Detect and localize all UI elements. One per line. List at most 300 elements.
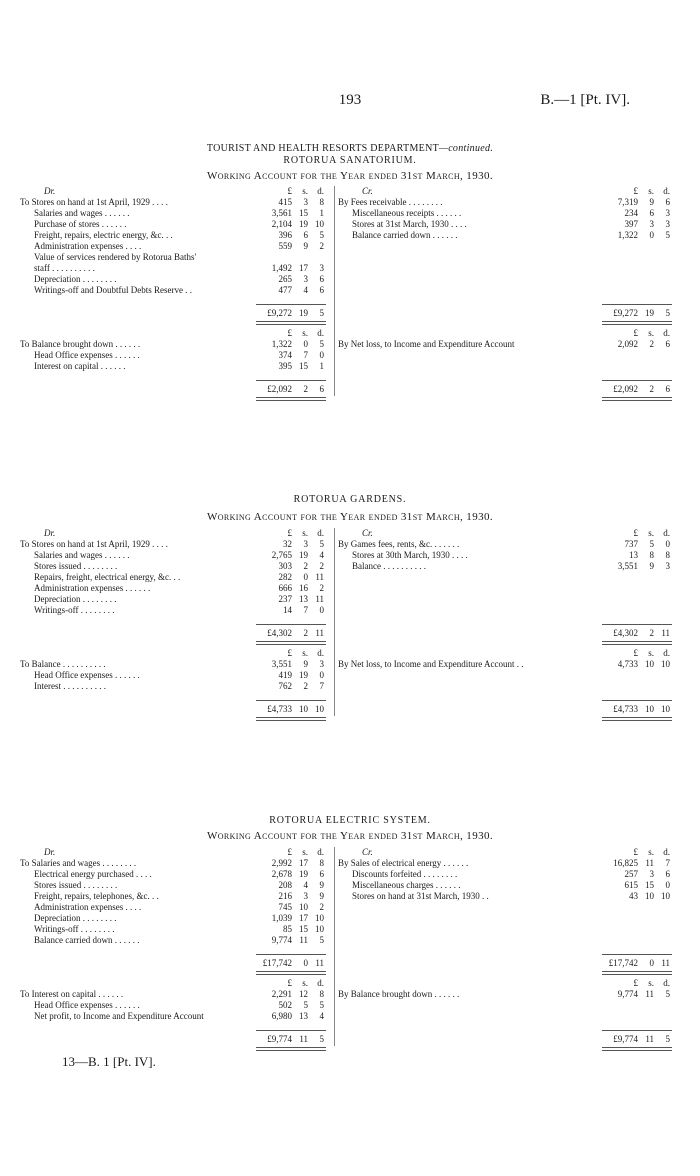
shillings-value: 11 bbox=[645, 1034, 654, 1044]
debit-entry-label: Salaries and wages . . . . . . bbox=[34, 550, 130, 560]
pence-value: 6 bbox=[319, 384, 324, 394]
debit-entry-row bbox=[20, 219, 326, 230]
debit-entry-row bbox=[20, 241, 326, 252]
column-divider bbox=[334, 186, 335, 396]
credit-entry-label: Stores at 31st March, 1930 . . . . bbox=[352, 219, 467, 229]
shillings-value: 19 bbox=[299, 219, 308, 229]
shillings-value: 17 bbox=[299, 263, 308, 273]
debit-header: Dr. bbox=[44, 186, 56, 196]
pounds-value: 745 bbox=[278, 902, 292, 912]
shillings-value: 13 bbox=[299, 1011, 308, 1021]
pence-value: 0 bbox=[665, 539, 670, 549]
debit-entry-label: Electrical energy purchased . . . . bbox=[34, 869, 152, 879]
shillings-value: 11 bbox=[645, 989, 654, 999]
shillings-header: s. bbox=[302, 528, 308, 538]
pence-value: 10 bbox=[315, 924, 324, 934]
credit-header: Cr. bbox=[362, 186, 373, 196]
pounds-value: 419 bbox=[278, 670, 292, 680]
pounds-value: 1,322 bbox=[617, 230, 638, 240]
pence-value: 2 bbox=[319, 583, 324, 593]
pence-value: 7 bbox=[665, 858, 670, 868]
debit-entry-row bbox=[20, 572, 326, 583]
debit-entry-row bbox=[20, 539, 326, 550]
report-reference: B.—1 [Pt. IV]. bbox=[540, 92, 630, 108]
shillings-value: 5 bbox=[303, 1000, 308, 1010]
debit-entry-label: Value of services rendered by Rotorua Baths' bbox=[34, 252, 197, 262]
pence-value: 3 bbox=[665, 219, 670, 229]
pence-value: 5 bbox=[319, 230, 324, 240]
shillings-value: 15 bbox=[299, 208, 308, 218]
debit-entry-label: To Balance . . . . . . . . . . bbox=[20, 659, 106, 669]
debit-total-row bbox=[20, 1034, 326, 1045]
debit-entry-row bbox=[20, 274, 326, 285]
debit-entry-label: Writings-off . . . . . . . . bbox=[34, 924, 115, 934]
pence-header: d. bbox=[317, 528, 324, 538]
pounds-value: 737 bbox=[624, 539, 638, 549]
shillings-value: 19 bbox=[645, 308, 654, 318]
shillings-value: 10 bbox=[299, 704, 308, 714]
debit-entry-label: Salaries and wages . . . . . . bbox=[34, 208, 130, 218]
pounds-header: £ bbox=[287, 528, 292, 538]
credit-entry-label: By Games fees, rents, &c. . . . . . . bbox=[338, 539, 460, 549]
column-divider bbox=[334, 847, 335, 1046]
shillings-value: 6 bbox=[649, 208, 654, 218]
pence-value: 10 bbox=[315, 219, 324, 229]
pounds-value: £17,742 bbox=[608, 958, 638, 968]
debit-entry-label: Administration expenses . . . . bbox=[34, 902, 142, 912]
pounds-value: 85 bbox=[283, 924, 292, 934]
credit-entry-row bbox=[338, 539, 672, 550]
pence-header: d. bbox=[317, 978, 324, 988]
debit-entry-row bbox=[20, 605, 326, 616]
shillings-value: 16 bbox=[299, 583, 308, 593]
pounds-value: 2,104 bbox=[271, 219, 292, 229]
debit-entry-label: To Balance brought down . . . . . . bbox=[20, 339, 141, 349]
pounds-value: 2,992 bbox=[271, 858, 292, 868]
debit-entry-row bbox=[20, 550, 326, 561]
debit-entry-row bbox=[20, 659, 326, 670]
pence-header: d. bbox=[317, 648, 324, 658]
double-rule bbox=[602, 321, 672, 325]
credit-total-row bbox=[338, 1034, 672, 1045]
pence-value: 1 bbox=[319, 208, 324, 218]
shillings-value: 10 bbox=[645, 891, 654, 901]
credit-entry-label: By Net loss, to Income and Expenditure Account . . bbox=[338, 659, 524, 669]
department-name: TOURIST AND HEALTH RESORTS DEPARTMENT bbox=[206, 143, 439, 154]
credit-total-row bbox=[338, 704, 672, 715]
double-rule bbox=[256, 397, 326, 401]
pence-value: 0 bbox=[665, 880, 670, 890]
debit-header: Dr. bbox=[44, 528, 56, 538]
credit-entry-row bbox=[338, 858, 672, 869]
shillings-value: 2 bbox=[303, 561, 308, 571]
department-suffix: —continued. bbox=[439, 143, 494, 154]
pence-value: 8 bbox=[319, 989, 324, 999]
shillings-value: 2 bbox=[649, 628, 654, 638]
pounds-value: 1,322 bbox=[271, 339, 292, 349]
shillings-header: s. bbox=[648, 847, 654, 857]
debit-entry-label: Head Office expenses . . . . . . bbox=[34, 350, 140, 360]
credit-entry-row bbox=[338, 880, 672, 891]
credit-total-row bbox=[338, 308, 672, 319]
double-rule bbox=[256, 971, 326, 975]
total-rule bbox=[602, 304, 672, 305]
debit-entry-label: To Interest on capital . . . . . . bbox=[20, 989, 124, 999]
debit-entry-label: Interest . . . . . . . . . . bbox=[34, 681, 106, 691]
credit-total-row bbox=[338, 628, 672, 639]
pence-value: 10 bbox=[661, 704, 670, 714]
pounds-header: £ bbox=[287, 186, 292, 196]
pence-value: 6 bbox=[319, 285, 324, 295]
shillings-value: 0 bbox=[303, 572, 308, 582]
debit-entry-label: Depreciation . . . . . . . . bbox=[34, 274, 117, 284]
section-subtitle: Working Account for the Year ended 31st March, 1930. bbox=[206, 511, 494, 523]
pounds-value: 6,980 bbox=[271, 1011, 292, 1021]
pounds-value: 9,774 bbox=[271, 935, 292, 945]
double-rule bbox=[256, 641, 326, 645]
shillings-value: 9 bbox=[303, 659, 308, 669]
shillings-value: 3 bbox=[649, 219, 654, 229]
page-number: 193 bbox=[338, 92, 362, 108]
pence-value: 2 bbox=[319, 902, 324, 912]
debit-header: Dr. bbox=[44, 847, 56, 857]
shillings-value: 10 bbox=[645, 704, 654, 714]
total-rule bbox=[602, 1030, 672, 1031]
pounds-value: 396 bbox=[278, 230, 292, 240]
debit-entry-label: staff . . . . . . . . . . bbox=[34, 263, 95, 273]
credit-entry-label: Balance . . . . . . . . . . bbox=[352, 561, 426, 571]
pence-value: 2 bbox=[319, 561, 324, 571]
credit-entry-row bbox=[338, 219, 672, 230]
pounds-header: £ bbox=[287, 648, 292, 658]
shillings-value: 12 bbox=[299, 989, 308, 999]
credit-header: Cr. bbox=[362, 528, 373, 538]
pence-value: 10 bbox=[315, 704, 324, 714]
shillings-value: 9 bbox=[303, 241, 308, 251]
credit-entry-label: By Balance brought down . . . . . . bbox=[338, 989, 460, 999]
debit-entry-row bbox=[20, 891, 326, 902]
shillings-value: 19 bbox=[299, 670, 308, 680]
pence-value: 6 bbox=[319, 869, 324, 879]
total-rule bbox=[602, 380, 672, 381]
credit-entry-row bbox=[338, 230, 672, 241]
pounds-value: £9,272 bbox=[267, 308, 292, 318]
pounds-value: 237 bbox=[278, 594, 292, 604]
credit-entry-label: Stores at 30th March, 1930 . . . . bbox=[352, 550, 468, 560]
shillings-value: 17 bbox=[299, 858, 308, 868]
shillings-value: 0 bbox=[303, 958, 308, 968]
debit-entry-label: Writings-off and Doubtful Debts Reserve . . bbox=[34, 285, 192, 295]
shillings-value: 19 bbox=[299, 550, 308, 560]
pounds-value: 4,733 bbox=[617, 659, 638, 669]
total-rule bbox=[256, 954, 326, 955]
pounds-value: £4,302 bbox=[267, 628, 292, 638]
shillings-value: 2 bbox=[303, 628, 308, 638]
section-subtitle: Working Account for the Year ended 31st March, 1930. bbox=[206, 830, 494, 842]
debit-total-row bbox=[20, 704, 326, 715]
pence-value: 11 bbox=[315, 572, 324, 582]
pence-value: 10 bbox=[315, 913, 324, 923]
shillings-value: 6 bbox=[303, 230, 308, 240]
credit-entry-row bbox=[338, 208, 672, 219]
pence-value: 5 bbox=[319, 935, 324, 945]
debit-entry-label: Stores issued . . . . . . . . bbox=[34, 880, 118, 890]
shillings-value: 3 bbox=[303, 197, 308, 207]
debit-entry-row bbox=[20, 913, 326, 924]
double-rule bbox=[602, 641, 672, 645]
debit-entry-row bbox=[20, 989, 326, 1000]
pence-value: 6 bbox=[665, 384, 670, 394]
debit-entry-row bbox=[20, 339, 326, 350]
credit-header: Cr. bbox=[362, 847, 373, 857]
credit-entry-row bbox=[338, 197, 672, 208]
pence-header: d. bbox=[663, 328, 670, 338]
pence-value: 3 bbox=[665, 561, 670, 571]
pounds-header: £ bbox=[287, 978, 292, 988]
shillings-header: s. bbox=[648, 978, 654, 988]
shillings-value: 9 bbox=[649, 197, 654, 207]
pence-header: d. bbox=[663, 528, 670, 538]
pence-value: 11 bbox=[315, 958, 324, 968]
pence-value: 3 bbox=[319, 659, 324, 669]
pounds-value: 2,765 bbox=[271, 550, 292, 560]
shillings-value: 19 bbox=[299, 869, 308, 879]
credit-entry-label: Balance carried down . . . . . . bbox=[352, 230, 458, 240]
pence-value: 5 bbox=[319, 1000, 324, 1010]
pence-header: d. bbox=[317, 328, 324, 338]
pence-value: 7 bbox=[319, 681, 324, 691]
credit-entry-label: By Sales of electrical energy . . . . . . bbox=[338, 858, 469, 868]
debit-entry-label: Purchase of stores . . . . . . bbox=[34, 219, 127, 229]
pence-value: 6 bbox=[665, 339, 670, 349]
pounds-value: 397 bbox=[624, 219, 638, 229]
pounds-value: £4,733 bbox=[267, 704, 292, 714]
pounds-header: £ bbox=[633, 648, 638, 658]
debit-entry-row bbox=[20, 902, 326, 913]
pence-value: 11 bbox=[661, 628, 670, 638]
shillings-value: 17 bbox=[299, 913, 308, 923]
double-rule bbox=[256, 717, 326, 721]
debit-entry-row bbox=[20, 361, 326, 372]
shillings-value: 15 bbox=[645, 880, 654, 890]
double-rule bbox=[256, 321, 326, 325]
pounds-value: 666 bbox=[278, 583, 292, 593]
debit-entry-label: Stores issued . . . . . . . . bbox=[34, 561, 118, 571]
total-rule bbox=[256, 380, 326, 381]
debit-entry-row bbox=[20, 208, 326, 219]
debit-entry-row bbox=[20, 880, 326, 891]
total-rule bbox=[256, 1030, 326, 1031]
debit-entry-label: To Stores on hand at 1st April, 1929 . . . . bbox=[20, 197, 168, 207]
shillings-value: 7 bbox=[303, 605, 308, 615]
debit-entry-label: Freight, repairs, electric energy, &c. . . bbox=[34, 230, 173, 240]
pounds-value: 1,492 bbox=[271, 263, 292, 273]
credit-entry-label: Discounts forfeited . . . . . . . . bbox=[352, 869, 458, 879]
pence-value: 1 bbox=[319, 361, 324, 371]
column-divider bbox=[334, 528, 335, 716]
double-rule bbox=[602, 1047, 672, 1051]
credit-entry-label: Miscellaneous receipts . . . . . . bbox=[352, 208, 462, 218]
pounds-value: 13 bbox=[629, 550, 638, 560]
section-title: ROTORUA ELECTRIC SYSTEM. bbox=[269, 815, 431, 826]
debit-entry-row bbox=[20, 869, 326, 880]
pence-value: 8 bbox=[319, 197, 324, 207]
shillings-value: 9 bbox=[649, 561, 654, 571]
debit-entry-label: Head Office expenses . . . . . . bbox=[34, 1000, 140, 1010]
pounds-value: 2,092 bbox=[617, 339, 638, 349]
shillings-header: s. bbox=[302, 847, 308, 857]
pence-header: d. bbox=[663, 186, 670, 196]
pounds-value: £4,733 bbox=[613, 704, 638, 714]
pounds-value: 762 bbox=[278, 681, 292, 691]
shillings-value: 11 bbox=[645, 858, 654, 868]
pence-value: 3 bbox=[319, 263, 324, 273]
shillings-header: s. bbox=[648, 186, 654, 196]
pounds-header: £ bbox=[633, 978, 638, 988]
pence-header: d. bbox=[317, 186, 324, 196]
pence-value: 3 bbox=[665, 208, 670, 218]
pence-value: 5 bbox=[665, 308, 670, 318]
debit-entry-row bbox=[20, 561, 326, 572]
pounds-value: £9,774 bbox=[267, 1034, 292, 1044]
shillings-header: s. bbox=[302, 186, 308, 196]
debit-entry-row bbox=[20, 230, 326, 241]
credit-entry-label: By Fees receivable . . . . . . . . bbox=[338, 197, 443, 207]
credit-entry-row bbox=[338, 891, 672, 902]
pence-value: 6 bbox=[665, 869, 670, 879]
pence-value: 5 bbox=[665, 1034, 670, 1044]
pounds-value: 559 bbox=[278, 241, 292, 251]
total-rule bbox=[256, 624, 326, 625]
shillings-value: 5 bbox=[649, 539, 654, 549]
shillings-value: 2 bbox=[649, 384, 654, 394]
pounds-value: 395 bbox=[278, 361, 292, 371]
shillings-value: 11 bbox=[299, 1034, 308, 1044]
pence-value: 5 bbox=[665, 989, 670, 999]
shillings-value: 3 bbox=[649, 869, 654, 879]
shillings-value: 15 bbox=[299, 924, 308, 934]
section-title: ROTORUA GARDENS. bbox=[293, 494, 407, 505]
pounds-value: 303 bbox=[278, 561, 292, 571]
credit-total-row bbox=[338, 958, 672, 969]
pounds-value: 3,551 bbox=[271, 659, 292, 669]
shillings-header: s. bbox=[648, 328, 654, 338]
pence-header: d. bbox=[317, 847, 324, 857]
pounds-value: £17,742 bbox=[262, 958, 292, 968]
pounds-value: 502 bbox=[278, 1000, 292, 1010]
pence-value: 5 bbox=[319, 1034, 324, 1044]
pounds-value: 415 bbox=[278, 197, 292, 207]
pounds-value: £4,302 bbox=[613, 628, 638, 638]
debit-entry-label: Administration expenses . . . . . . bbox=[34, 583, 151, 593]
debit-entry-row bbox=[20, 252, 326, 263]
debit-entry-row bbox=[20, 681, 326, 692]
debit-entry-row bbox=[20, 197, 326, 208]
pence-header: d. bbox=[663, 978, 670, 988]
shillings-value: 3 bbox=[303, 274, 308, 284]
credit-total-row bbox=[338, 384, 672, 395]
pounds-value: 32 bbox=[283, 539, 292, 549]
pounds-header: £ bbox=[287, 847, 292, 857]
double-rule bbox=[602, 971, 672, 975]
shillings-value: 4 bbox=[303, 880, 308, 890]
shillings-value: 2 bbox=[649, 339, 654, 349]
credit-entry-row bbox=[338, 550, 672, 561]
debit-entry-row bbox=[20, 1000, 326, 1011]
debit-entry-label: Depreciation . . . . . . . . bbox=[34, 594, 117, 604]
shillings-header: s. bbox=[302, 328, 308, 338]
pounds-value: 216 bbox=[278, 891, 292, 901]
pence-value: 11 bbox=[315, 594, 324, 604]
pounds-value: £9,774 bbox=[613, 1034, 638, 1044]
pounds-value: 3,561 bbox=[271, 208, 292, 218]
pence-value: 6 bbox=[319, 274, 324, 284]
pounds-value: 1,039 bbox=[271, 913, 292, 923]
pounds-value: 615 bbox=[624, 880, 638, 890]
shillings-value: 7 bbox=[303, 350, 308, 360]
pounds-value: 2,291 bbox=[271, 989, 292, 999]
pence-value: 5 bbox=[319, 308, 324, 318]
shillings-value: 15 bbox=[299, 361, 308, 371]
shillings-value: 8 bbox=[649, 550, 654, 560]
double-rule bbox=[602, 397, 672, 401]
debit-total-row bbox=[20, 308, 326, 319]
pounds-value: 208 bbox=[278, 880, 292, 890]
pence-value: 5 bbox=[319, 539, 324, 549]
debit-entry-row bbox=[20, 670, 326, 681]
shillings-value: 13 bbox=[299, 594, 308, 604]
page-signature: 13—B. 1 [Pt. IV]. bbox=[62, 1054, 156, 1069]
total-rule bbox=[256, 700, 326, 701]
debit-entry-label: Interest on capital . . . . . . bbox=[34, 361, 126, 371]
shillings-value: 10 bbox=[645, 659, 654, 669]
shillings-value: 3 bbox=[303, 891, 308, 901]
pence-value: 10 bbox=[661, 659, 670, 669]
debit-total-row bbox=[20, 628, 326, 639]
pence-value: 8 bbox=[665, 550, 670, 560]
shillings-value: 0 bbox=[649, 230, 654, 240]
shillings-value: 11 bbox=[299, 935, 308, 945]
debit-entry-label: Balance carried down . . . . . . bbox=[34, 935, 140, 945]
debit-entry-label: To Salaries and wages . . . . . . . . bbox=[20, 858, 137, 868]
shillings-value: 3 bbox=[303, 539, 308, 549]
credit-entry-label: Miscellaneous charges . . . . . . bbox=[352, 880, 461, 890]
department-heading bbox=[0, 143, 700, 154]
shillings-header: s. bbox=[302, 648, 308, 658]
debit-entry-label: Head Office expenses . . . . . . bbox=[34, 670, 140, 680]
pounds-value: 257 bbox=[624, 869, 638, 879]
shillings-value: 19 bbox=[299, 308, 308, 318]
debit-entry-row bbox=[20, 935, 326, 946]
shillings-value: 2 bbox=[303, 384, 308, 394]
pence-header: d. bbox=[663, 648, 670, 658]
pence-value: 4 bbox=[319, 1011, 324, 1021]
credit-entry-row bbox=[338, 989, 672, 1000]
pounds-value: 374 bbox=[278, 350, 292, 360]
pounds-value: £2,092 bbox=[267, 384, 292, 394]
shillings-value: 4 bbox=[303, 285, 308, 295]
debit-entry-row bbox=[20, 583, 326, 594]
debit-entry-row bbox=[20, 285, 326, 296]
credit-entry-label: By Net loss, to Income and Expenditure Account bbox=[338, 339, 515, 349]
debit-entry-row bbox=[20, 924, 326, 935]
pounds-value: 282 bbox=[278, 572, 292, 582]
pounds-header: £ bbox=[633, 847, 638, 857]
total-rule bbox=[602, 700, 672, 701]
pounds-value: 2,678 bbox=[271, 869, 292, 879]
debit-entry-label: Repairs, freight, electrical energy, &c. . . bbox=[34, 572, 181, 582]
debit-total-row bbox=[20, 958, 326, 969]
